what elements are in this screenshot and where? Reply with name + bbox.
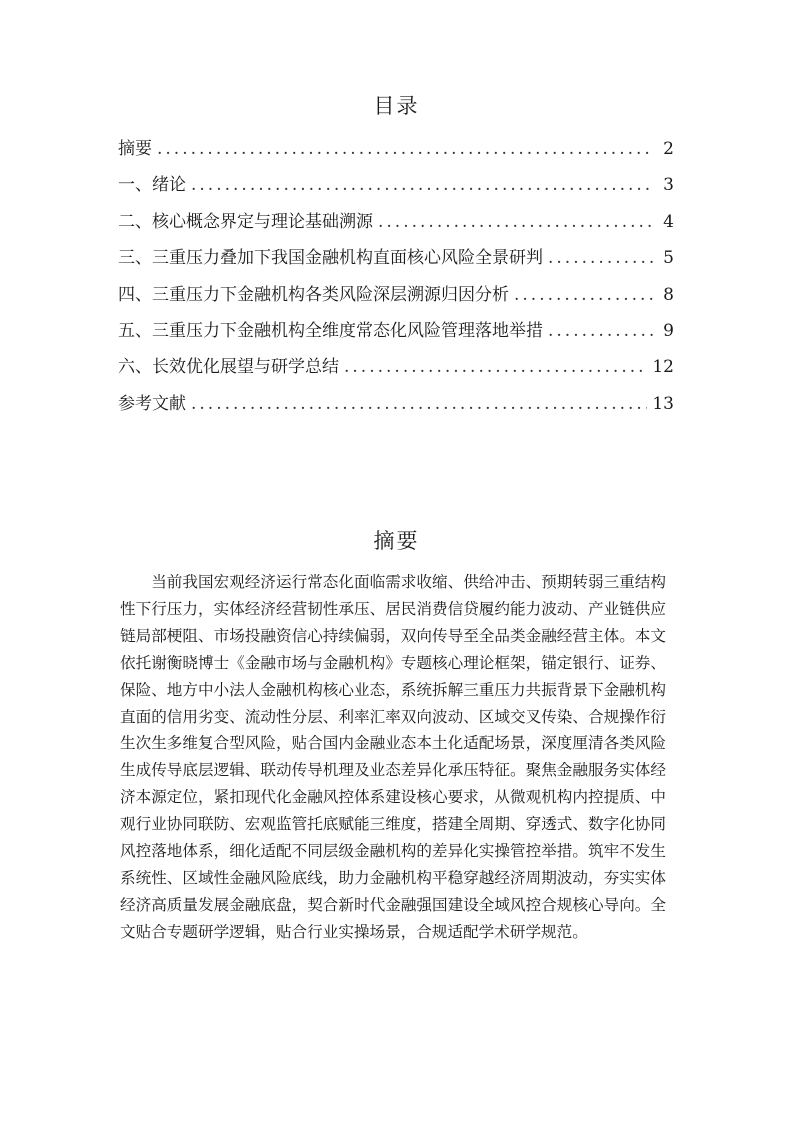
toc-entry[interactable]: [118, 389, 674, 425]
toc-entry-page: 4: [663, 211, 674, 232]
toc-entry-label: 六、长效优化展望与研学总结: [118, 357, 339, 378]
toc-entry[interactable]: [118, 280, 674, 316]
toc-dot-leader: [548, 243, 653, 273]
toc-entry-page: 5: [663, 248, 674, 269]
toc-dot-leader: [191, 170, 653, 200]
abstract-paragraph: 当前我国宏观经济运行常态化面临需求收缩、供给冲击、预期转弱三重结构性下行压力，实体经济经营韧性承压、居民消费信贷履约能力波动、产业链供应链局部梗阻、市场投融资信心持续偏弱，双向传导至全品类金融经营主体。本文依托谢衡晓博士《金融市场与金融机构》专题核心理论框架，锚定银行、证券、保险、地方中小法人金融机构核心业态，系统拆解三重压力共振背景下金融机构直面的信用劣变、流动性分层、利率汇率双向波动、区域交叉传染、合规操作衍生次生多维复合型风险，贴合国内金融业态本土化适配场景，深度厘清各类风险生成传导底层逻辑、联动传导机理及业态差异化承压特征。聚焦金融服务实体经济本源定位，紧扣现代化金融风控体系建设核心要求，从微观机构内控提质、中观行业协同联防、宏观监管托底赋能三维度，搭建全周期、穿透式、数字化协同风控落地体系，细化适配不同层级金融机构的差异化实操管控举措。筑牢不发生系统性、区域性金融风险底线，助力金融机构平稳穿越经济周期波动，夯实实体经济高质量发展金融底盘，契合新时代金融强国建设全域风控合规核心导向。全文贴合专题研学逻辑，贴合行业实操场景，合规适配学术研学规范。: [120, 573, 666, 941]
toc-title: 目录: [373, 94, 420, 118]
toc-entry-label: 参考文献: [118, 393, 186, 414]
toc-dot-leader: [191, 389, 647, 419]
toc-dot-leader: [157, 134, 653, 164]
toc-entry-page: 13: [652, 393, 674, 414]
toc-entry-page: 12: [652, 357, 674, 378]
toc-entry-label: 摘要: [118, 139, 152, 159]
table-of-contents: [118, 134, 674, 425]
toc-dot-leader: [514, 280, 653, 310]
toc-entry-label: 五、三重压力下金融机构全维度常态化风险管理落地举措: [118, 320, 543, 341]
toc-entry[interactable]: [118, 170, 674, 206]
toc-dot-leader: [344, 352, 647, 382]
toc-entry[interactable]: [118, 134, 674, 170]
toc-entry-label: 四、三重压力下金融机构各类风险深层溯源归因分析: [118, 284, 509, 305]
toc-dot-leader: [378, 207, 653, 237]
toc-entry-label: 二、核心概念界定与理论基础溯源: [118, 211, 373, 232]
toc-entry-page: 9: [663, 320, 674, 341]
toc-entry[interactable]: [118, 352, 674, 388]
toc-entry-page: 2: [663, 139, 674, 159]
toc-entry-page: 3: [663, 175, 674, 196]
toc-entry[interactable]: [118, 243, 674, 279]
toc-entry-label: 一、绪论: [118, 175, 186, 196]
toc-entry-page: 8: [663, 284, 674, 305]
toc-entry[interactable]: [118, 316, 674, 352]
abstract-title: 摘要: [373, 529, 420, 553]
toc-entry[interactable]: [118, 207, 674, 243]
toc-entry-label: 三、三重压力叠加下我国金融机构直面核心风险全景研判: [118, 248, 543, 269]
toc-dot-leader: [548, 316, 653, 346]
